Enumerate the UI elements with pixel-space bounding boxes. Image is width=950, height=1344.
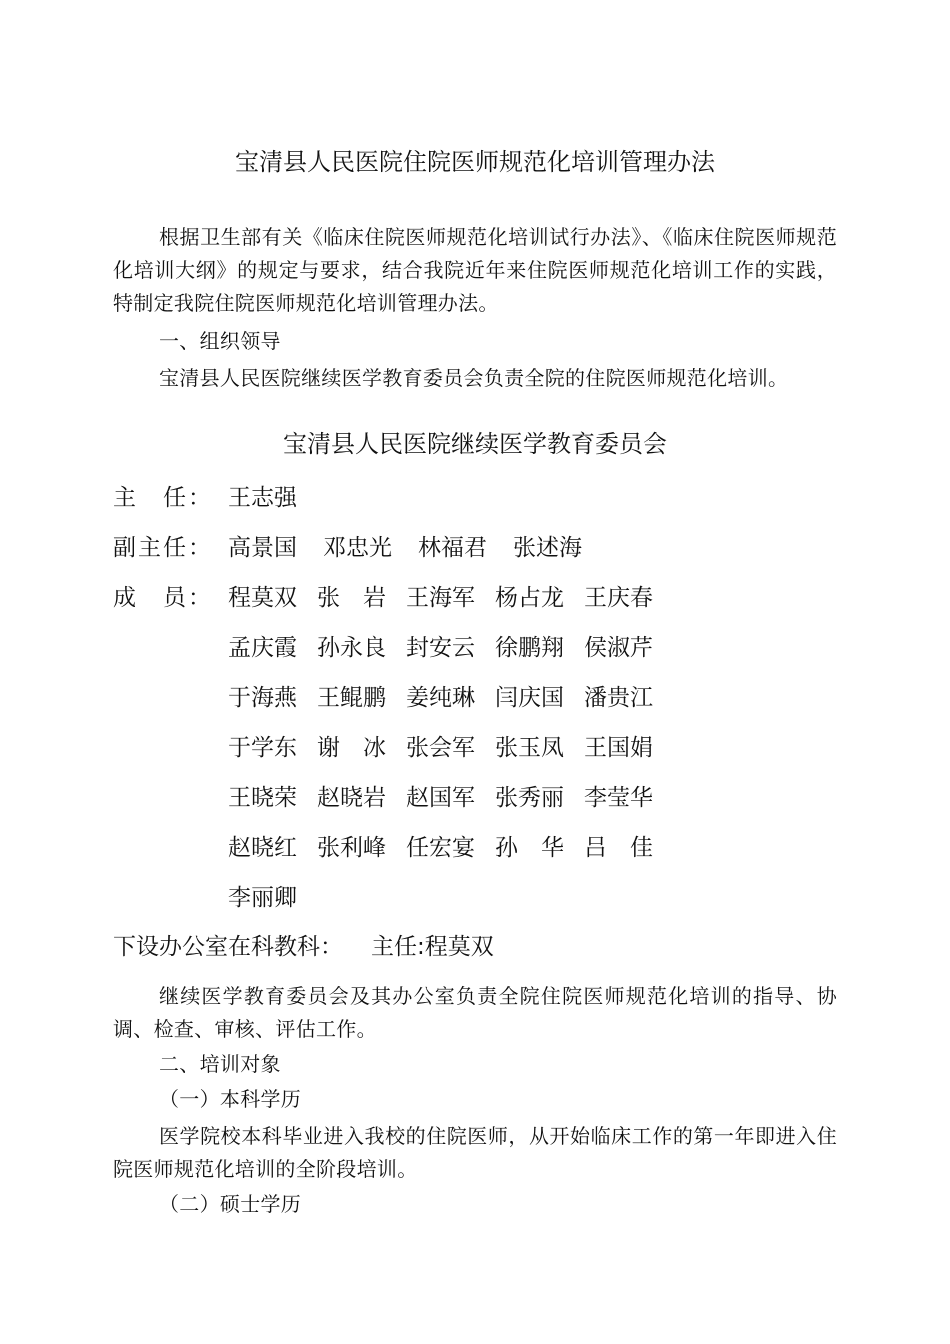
member-name: 王庆春 bbox=[584, 584, 653, 611]
member-name: 杨占龙 bbox=[495, 584, 564, 611]
member-name: 张 岩 bbox=[317, 584, 386, 611]
members-row bbox=[228, 577, 673, 613]
member-name: 王海军 bbox=[406, 584, 475, 611]
member-name: 于海燕 bbox=[228, 684, 297, 711]
committee-title: 宝清县人民医院继续医学教育委员会 bbox=[283, 430, 667, 458]
member-name: 姜纯琳 bbox=[406, 684, 475, 711]
office-director: 主任:程莫双 bbox=[371, 933, 494, 960]
member-name: 赵晓岩 bbox=[317, 784, 386, 811]
section1-paragraph: 宝清县人民医院继续医学教育委员会负责全院的住院医师规范化培训。 bbox=[159, 366, 789, 390]
member-name: 李丽卿 bbox=[228, 884, 297, 911]
member-name: 闫庆国 bbox=[495, 684, 564, 711]
member-name: 任宏宴 bbox=[406, 834, 475, 861]
vice-director-label: 副主任： bbox=[113, 534, 213, 561]
members-row bbox=[228, 827, 673, 863]
office-paragraph: 继续医学教育委员会及其办公室负责全院住院医师规范化培训的指导、协调、检查、审核、评估工作。 bbox=[113, 984, 837, 1041]
member-name: 徐鹏翔 bbox=[495, 634, 564, 661]
member-name: 孙永良 bbox=[317, 634, 386, 661]
member-name: 张秀丽 bbox=[495, 784, 564, 811]
member-name: 孟庆霞 bbox=[228, 634, 297, 661]
member-name: 谢 冰 bbox=[317, 734, 386, 761]
director-row bbox=[113, 477, 297, 513]
member-name: 赵晓红 bbox=[228, 834, 297, 861]
members-row bbox=[228, 877, 317, 913]
member-name: 张会军 bbox=[406, 734, 475, 761]
member-name: 王鲲鹏 bbox=[317, 684, 386, 711]
member-name: 潘贵江 bbox=[584, 684, 653, 711]
sub1-paragraph: 医学院校本科毕业进入我校的住院医师，从开始临床工作的第一年即进入住院医师规范化培训的全阶段培训。 bbox=[113, 1124, 837, 1181]
member-name: 吕 佳 bbox=[584, 834, 653, 861]
members-label: 成 员： bbox=[113, 584, 213, 611]
director-label: 主 任： bbox=[113, 484, 213, 511]
vice-director-name: 邓忠光 bbox=[323, 534, 392, 561]
member-name: 赵国军 bbox=[406, 784, 475, 811]
vice-director-name: 高景国 bbox=[228, 534, 297, 561]
members-row bbox=[228, 627, 673, 663]
vice-director-names bbox=[228, 529, 608, 562]
office-label: 下设办公室在科教科： bbox=[113, 933, 343, 960]
members-row bbox=[228, 777, 673, 813]
vice-director-name: 张述海 bbox=[513, 534, 582, 561]
sub2-heading: （二）硕士学历 bbox=[159, 1192, 302, 1216]
member-name: 于学东 bbox=[228, 734, 297, 761]
section1-heading: 一、组织领导 bbox=[159, 329, 281, 353]
section2-heading: 二、培训对象 bbox=[159, 1052, 281, 1076]
office-row bbox=[113, 926, 494, 962]
member-name: 张利峰 bbox=[317, 834, 386, 861]
document-title: 宝清县人民医院住院医师规范化培训管理办法 bbox=[235, 148, 715, 176]
vice-director-row bbox=[113, 527, 608, 563]
member-name: 张玉凤 bbox=[495, 734, 564, 761]
member-name: 侯淑芹 bbox=[584, 634, 653, 661]
sub1-heading: （一）本科学历 bbox=[159, 1087, 302, 1111]
director-name: 王志强 bbox=[228, 484, 297, 511]
members-label-row bbox=[113, 577, 228, 613]
member-name: 孙 华 bbox=[495, 834, 564, 861]
member-name: 程莫双 bbox=[228, 584, 297, 611]
member-name: 王国娟 bbox=[584, 734, 653, 761]
vice-director-name: 林福君 bbox=[418, 534, 487, 561]
member-name: 王晓荣 bbox=[228, 784, 297, 811]
intro-paragraph: 根据卫生部有关《临床住院医师规范化培训试行办法》、《临床住院医师规范化培训大纲》的规定与要求，结合我院近年来住院医师规范化培训工作的实践，特制定我院住院医师规范化培训管理办法。 bbox=[113, 225, 837, 315]
members-row bbox=[228, 727, 673, 763]
members-row bbox=[228, 677, 673, 713]
member-name: 李莹华 bbox=[584, 784, 653, 811]
member-name: 封安云 bbox=[406, 634, 475, 661]
